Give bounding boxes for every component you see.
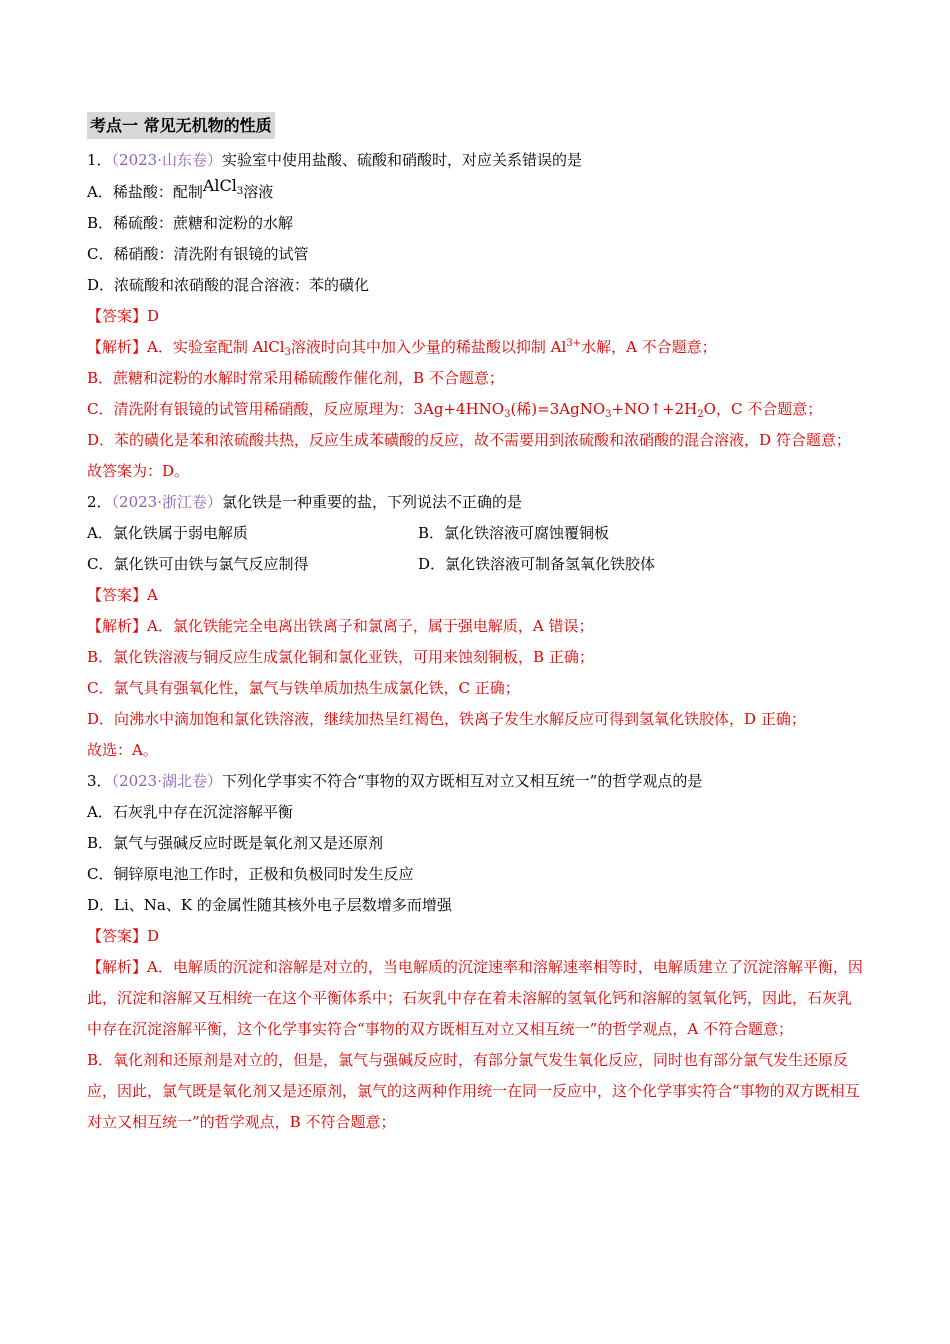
question-1-stem <box>87 145 863 176</box>
analysis-c: C．清洗附有银镜的试管用稀硝酸，反应原理为：$3Ag+4HNO_3$(稀)$=3AgNO_3+NO↑+2H_2O$，C 不合题意； <box>87 400 823 420</box>
question-source: （2023·浙江卷） <box>111 493 222 511</box>
answer-label: 【答案】D <box>87 307 160 325</box>
option-b: B．氯化铁溶液可腐蚀覆铜板 <box>418 524 610 542</box>
question-3-stem <box>87 766 863 797</box>
option-c: C．稀硝酸：清洗附有银镜的试管 <box>87 245 309 263</box>
question-1 <box>87 145 863 487</box>
section-title: 考点一 常见无机物的性质 <box>87 112 275 139</box>
question-2-stem <box>87 487 863 518</box>
conclusion: 故选：A。 <box>87 741 158 759</box>
option-d: D．Li、Na、K 的金属性随其核外电子层数增多而增强 <box>87 896 452 914</box>
option-d: D．浓硫酸和浓硝酸的混合溶液：苯的磺化 <box>87 276 370 294</box>
analysis-b: B．氯化铁溶液与铜反应生成氯化铜和氯化亚铁，可用来蚀刻铜板，B 正确； <box>87 648 594 666</box>
analysis-a: 【解析】A．实验室配制 AlCl$_3$溶液时向其中加入少量的稀盐酸以抑制 $Al^{3+}$水解，A 不合题意； <box>87 338 717 358</box>
options-row-1 <box>87 518 863 549</box>
question-number: 2． <box>87 493 112 511</box>
analysis-d: D．苯的磺化是苯和浓硫酸共热，反应生成苯磺酸的反应，故不需要用到浓硫酸和浓硝酸的混合溶液，D 符合题意； <box>87 431 851 449</box>
question-source: （2023·山东卷） <box>111 151 222 169</box>
analysis-a: 【解析】A．电解质的沉淀和溶解是对立的，当电解质的沉淀速率和溶解速率相等时，电解质建立了沉淀溶解平衡，因此，沉淀和溶解又互相统一在这个平衡体系中；石灰乳中存在着未溶解的氢氧化钙和溶解的氢氧化钙，因此，石灰乳中存在沉淀溶解平衡，这个化学事实符合“事物的双方既相互对立又相互统一”的哲学观点，A 不符合题意； <box>87 958 863 1038</box>
answer-label: 【答案】D <box>87 927 160 945</box>
option-c: C．铜锌原电池工作时，正极和负极同时发生反应 <box>87 865 414 883</box>
question-text: 氯化铁是一种重要的盐，下列说法不正确的是 <box>222 493 523 511</box>
analysis-b: B．氧化剂和还原剂是对立的，但是，氯气与强碱反应时，有部分氯气发生氧化反应，同时也有部分氯气发生还原反应，因此，氯气既是氧化剂又是还原剂，氯气的这两种作用统一在同一反应中，这个化学事实符合“事物的双方既相互对立又相互统一”的哲学观点，B 不符合题意； <box>87 1051 860 1131</box>
question-text: 实验室中使用盐酸、硫酸和硝酸时，对应关系错误的是 <box>222 151 583 169</box>
conclusion: 故答案为：D。 <box>87 462 190 480</box>
formula-alcl3: AlCl$_3$ <box>202 176 244 197</box>
question-text: 下列化学事实不符合“事物的双方既相互对立又相互统一”的哲学观点的是 <box>222 772 703 790</box>
document-page <box>87 112 863 1138</box>
option-a: A．氯化铁属于弱电解质 <box>87 524 248 542</box>
option-d: D．氯化铁溶液可制备氢氧化铁胶体 <box>418 555 656 573</box>
options-row-2 <box>87 549 863 580</box>
analysis-a: 【解析】A．氯化铁能完全电离出铁离子和氯离子，属于强电解质，A 错误； <box>87 617 594 635</box>
question-number: 3． <box>87 772 112 790</box>
question-3 <box>87 766 863 1138</box>
analysis-c: C．氯气具有强氧化性，氯气与铁单质加热生成氯化铁，C 正确； <box>87 679 520 697</box>
question-source: （2023·湖北卷） <box>111 772 222 790</box>
question-number: 1． <box>87 151 112 169</box>
answer-label: 【答案】A <box>87 586 158 604</box>
option-a: A．稀盐酸：配制AlCl$_3$溶液 <box>87 176 274 201</box>
option-b: B．稀硫酸：蔗糖和淀粉的水解 <box>87 214 294 232</box>
question-2 <box>87 487 863 766</box>
option-b: B．氯气与强碱反应时既是氧化剂又是还原剂 <box>87 834 384 852</box>
option-c: C．氯化铁可由铁与氯气反应制得 <box>87 555 309 573</box>
option-a: A．石灰乳中存在沉淀溶解平衡 <box>87 803 293 821</box>
analysis-b: B．蔗糖和淀粉的水解时常采用稀硫酸作催化剂，B 不合题意； <box>87 369 504 387</box>
analysis-d: D．向沸水中滴加饱和氯化铁溶液，继续加热呈红褐色，铁离子发生水解反应可得到氢氧化铁胶体，D 正确； <box>87 710 806 728</box>
